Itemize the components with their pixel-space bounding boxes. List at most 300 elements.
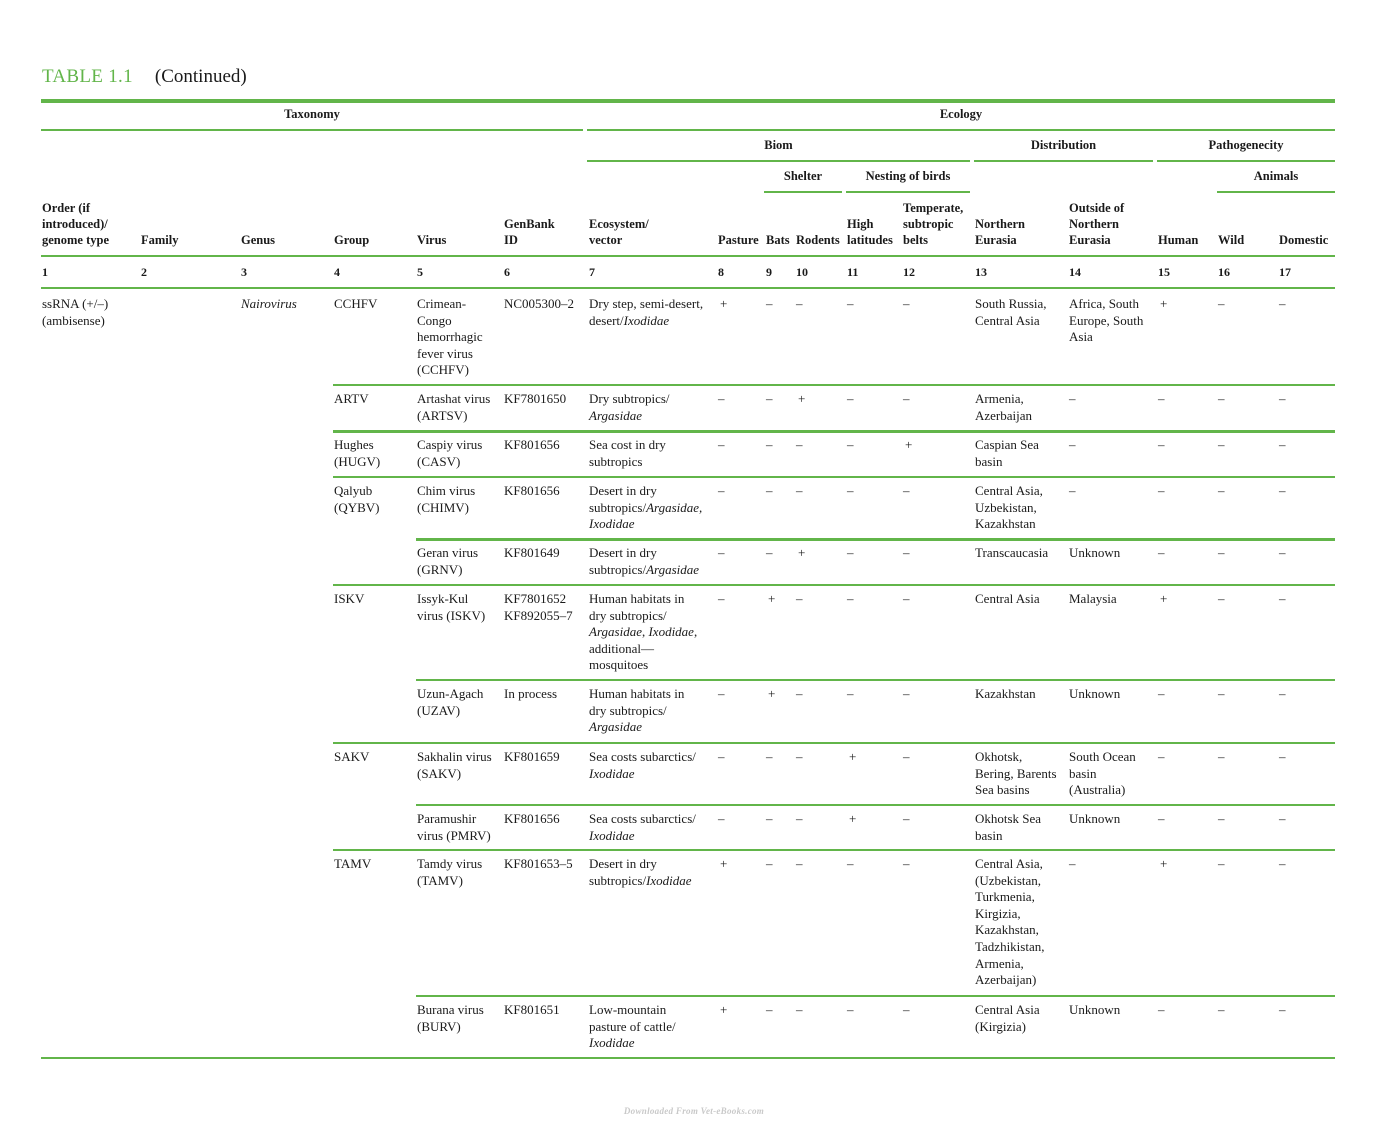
- cell-line: (UZAV): [417, 702, 461, 718]
- cell-line: [589, 828, 696, 845]
- temperate-mark: –: [903, 391, 910, 406]
- outside-northern-eurasia: [1069, 296, 1143, 346]
- pasture-mark: –: [718, 749, 725, 764]
- ecosystem-text: subtropics/: [589, 499, 647, 515]
- wild-mark: –: [1218, 686, 1225, 701]
- row-separator: [416, 538, 1335, 541]
- bats-mark: –: [766, 391, 773, 406]
- high-latitudes-mark: –: [847, 437, 854, 452]
- northern-eurasia: [975, 483, 1043, 533]
- temperate-mark: –: [903, 483, 910, 498]
- column-header: [718, 232, 759, 248]
- temperate-mark: –: [903, 1002, 910, 1017]
- column-number: 15: [1158, 265, 1170, 279]
- cell-line: [589, 641, 697, 658]
- header-bottom-rule: [41, 255, 1335, 257]
- wild-mark: –: [1218, 545, 1225, 560]
- domestic-mark: –: [1279, 1002, 1286, 1017]
- column-header: [1218, 232, 1244, 248]
- ecosystem-vector: [589, 545, 699, 578]
- cell-line: Sea basins: [975, 782, 1030, 798]
- taxonomy-rule: [41, 129, 583, 131]
- human-mark: –: [1158, 1002, 1165, 1017]
- vector-taxon: Ixodidae: [589, 827, 635, 843]
- cell-line: Eurasia: [1069, 233, 1111, 247]
- cell-line: KF801656: [504, 811, 560, 826]
- outside-northern-eurasia: [1069, 856, 1076, 873]
- column-number: 13: [975, 265, 987, 279]
- table-caption: [42, 66, 247, 88]
- cell-line: belts: [903, 233, 928, 247]
- vector-taxon: Argasidae,: [646, 499, 703, 515]
- row-separator: [416, 679, 1335, 681]
- watermark-footer: Downloaded From Vet-eBooks.com: [623, 1106, 765, 1116]
- ecosystem-text: Desert in dry: [589, 856, 657, 871]
- northern-eurasia: [975, 296, 1047, 329]
- wild-mark: –: [1218, 1002, 1225, 1017]
- cell-line: ID: [504, 233, 518, 247]
- column-number: 4: [334, 265, 340, 279]
- cell-line: Rodents: [796, 233, 840, 247]
- column-header: [847, 216, 893, 248]
- cell-line: Central Asia: [975, 312, 1040, 328]
- cell-line: In process: [504, 686, 558, 701]
- cell-line: ISKV: [334, 591, 365, 606]
- human-mark: +: [1160, 856, 1168, 871]
- vector-taxon: Argasidae: [589, 407, 642, 423]
- ecosystem-text: Human habitats in: [589, 591, 685, 606]
- group-name: [334, 437, 380, 470]
- cell-line: Qalyub: [334, 483, 373, 498]
- pasture-mark: +: [720, 1002, 728, 1017]
- high-latitudes-mark: –: [847, 483, 854, 498]
- vector-taxon: Ixodidae: [623, 312, 670, 328]
- cell-line: (CCHFV): [417, 362, 470, 378]
- cell-line: Northern: [975, 217, 1025, 231]
- domestic-mark: –: [1279, 296, 1286, 311]
- wild-mark: –: [1218, 483, 1225, 498]
- cell-line: KF801653–5: [504, 856, 573, 871]
- temperate-mark: –: [903, 856, 910, 871]
- cell-line: virus (PMRV): [417, 827, 491, 843]
- group-name: [334, 483, 380, 516]
- cell-line: Azerbaijan): [975, 972, 1037, 988]
- cell-line: Azerbaijan: [975, 407, 1033, 423]
- cell-line: [589, 624, 697, 641]
- rodents-mark: –: [796, 856, 803, 871]
- outside-northern-eurasia: [1069, 749, 1136, 799]
- cell-line: Hughes: [334, 437, 374, 452]
- high-latitudes-mark: –: [847, 296, 854, 311]
- ecosystem-text: subtropics: [589, 453, 643, 469]
- column-header: [42, 200, 109, 248]
- ecosystem-text: Low-mountain: [589, 1002, 667, 1017]
- northern-eurasia: [975, 1002, 1040, 1035]
- genus-name-text: Nairovirus: [241, 296, 297, 311]
- cell-line: Central Asia,: [975, 856, 1043, 871]
- ecosystem-text: Desert in dry: [589, 545, 657, 560]
- pasture-mark: +: [720, 296, 728, 311]
- vector-taxon: Argasidae: [589, 624, 642, 640]
- cell-line: (Kirgizia): [975, 1018, 1027, 1034]
- cell-line: [589, 719, 684, 736]
- cell-line: (SAKV): [417, 765, 462, 781]
- row-separator: [416, 804, 1335, 806]
- high-latitudes-mark: –: [847, 591, 854, 606]
- cell-line: virus (ISKV): [417, 607, 486, 623]
- pasture-mark: –: [718, 811, 725, 826]
- cell-line: [589, 591, 697, 608]
- outside-northern-eurasia: [1069, 811, 1120, 828]
- ecology-rule: [587, 129, 1335, 131]
- cell-line: [589, 296, 703, 313]
- vector-taxon: Argasidae: [589, 719, 642, 735]
- vector-taxon: Ixodidae: [589, 1035, 635, 1051]
- cell-line: Unknown: [1069, 545, 1121, 560]
- cell-line: Africa, South: [1069, 296, 1140, 311]
- cell-line: Bering, Barents: [975, 765, 1057, 781]
- cell-line: [589, 766, 696, 783]
- shelter-rule: [764, 191, 842, 193]
- high-latitudes-mark: –: [847, 686, 854, 701]
- cell-line: [589, 483, 702, 500]
- nesting-rule: [846, 191, 970, 193]
- wild-mark: –: [1218, 591, 1225, 606]
- human-mark: –: [1158, 686, 1165, 701]
- cell-line: Paramushir: [417, 811, 477, 826]
- column-header: [1158, 232, 1198, 248]
- biom-rule: [587, 160, 970, 162]
- cell-line: Kazakhstan,: [975, 922, 1039, 938]
- pasture-mark: +: [720, 856, 728, 871]
- vector-taxon: Argasidae: [646, 561, 700, 577]
- rodents-mark: –: [796, 749, 803, 764]
- temperate-mark: –: [903, 749, 910, 764]
- cell-line: Outside of: [1069, 201, 1125, 215]
- cell-line: Chim virus: [417, 483, 476, 498]
- column-header: [417, 232, 446, 248]
- column-header: [589, 216, 649, 248]
- cell-line: –: [1069, 391, 1076, 406]
- rodents-mark: –: [796, 591, 803, 606]
- cell-line: Ecosystem/: [589, 217, 649, 231]
- cell-line: Kazakhstan: [975, 516, 1036, 532]
- cell-line: Virus: [417, 233, 447, 247]
- column-header: [504, 216, 555, 248]
- genbank-id: [504, 545, 560, 562]
- domestic-mark: –: [1279, 811, 1286, 826]
- wild-mark: –: [1218, 437, 1225, 452]
- bats-mark: –: [766, 296, 773, 311]
- northern-eurasia: [975, 391, 1032, 424]
- cell-line: Unknown: [1069, 686, 1121, 701]
- column-number: 2: [141, 265, 147, 279]
- order-genome-type: [42, 296, 108, 329]
- virus-name: [417, 856, 482, 889]
- cell-line: Sakhalin virus: [417, 749, 492, 764]
- ecosystem-vector: [589, 811, 696, 844]
- cell-line: fever virus: [417, 345, 473, 361]
- wild-mark: –: [1218, 811, 1225, 826]
- group-name: [334, 296, 377, 313]
- ecosystem-text: Dry step, semi-desert,: [589, 296, 704, 311]
- cell-line: Issyk-Kul: [417, 591, 469, 606]
- ecosystem-text: Dry subtropics/: [589, 391, 670, 406]
- table-number: TABLE 1.1: [42, 66, 133, 87]
- biom-header: Biom: [764, 138, 793, 152]
- pathogenecity-header: Pathogenecity: [1208, 138, 1284, 152]
- cell-line: (QYBV): [334, 499, 380, 515]
- cell-line: basin: [1069, 765, 1097, 781]
- cell-line: [589, 454, 666, 471]
- domestic-mark: –: [1279, 391, 1286, 406]
- wild-mark: –: [1218, 856, 1225, 871]
- taxonomy-header: Taxonomy: [284, 107, 340, 121]
- domestic-mark: –: [1279, 749, 1286, 764]
- genbank-id: [504, 811, 560, 828]
- cell-line: Northern: [1069, 217, 1119, 231]
- group-name: [334, 391, 369, 408]
- animals-rule: [1217, 191, 1335, 193]
- wild-mark: –: [1218, 391, 1225, 406]
- virus-name: [417, 483, 475, 516]
- vector-taxon: Ixodidae: [646, 872, 692, 888]
- high-latitudes-mark: +: [849, 811, 857, 826]
- domestic-mark: –: [1279, 437, 1286, 452]
- cell-line: South Russia,: [975, 296, 1047, 311]
- northern-eurasia: [975, 545, 1048, 562]
- ecosystem-text: dry subtropics/: [589, 607, 667, 623]
- high-latitudes-mark: –: [847, 545, 854, 560]
- cell-line: [589, 856, 692, 873]
- cell-line: NC005300–2: [504, 296, 575, 311]
- cell-line: Central Asia,: [975, 483, 1043, 498]
- bats-mark: –: [766, 856, 773, 871]
- ecosystem-vector: [589, 1002, 676, 1052]
- row-separator: [333, 742, 1335, 744]
- table-top-rule: [41, 99, 1335, 103]
- outside-northern-eurasia: [1069, 483, 1076, 500]
- outside-northern-eurasia: [1069, 686, 1120, 703]
- cell-line: Order (if: [42, 201, 91, 215]
- cell-line: CCHFV: [334, 296, 378, 311]
- cell-line: KF801659: [504, 749, 560, 764]
- ecosystem-text: Sea costs subarctics/: [589, 749, 696, 764]
- pasture-mark: –: [718, 391, 725, 406]
- cell-line: KF892055–7: [504, 607, 573, 623]
- cell-line: KF801649: [504, 545, 560, 560]
- row-separator: [416, 995, 1335, 997]
- cell-line: Human: [1158, 233, 1199, 247]
- column-number: 10: [796, 265, 808, 279]
- column-number: 9: [766, 265, 772, 279]
- domestic-mark: –: [1279, 686, 1286, 701]
- cell-line: GenBank: [504, 217, 555, 231]
- cell-line: [589, 391, 670, 408]
- cell-line: Eurasia: [975, 233, 1017, 247]
- cell-line: KF801651: [504, 1002, 560, 1017]
- genbank-id: [504, 391, 566, 408]
- bats-mark: –: [766, 749, 773, 764]
- column-number: 8: [718, 265, 724, 279]
- outside-northern-eurasia: [1069, 591, 1117, 608]
- human-mark: –: [1158, 391, 1165, 406]
- virus-name: [417, 391, 490, 424]
- distribution-rule: [974, 160, 1153, 162]
- shelter-header: Shelter: [783, 169, 823, 183]
- temperate-mark: +: [905, 437, 913, 452]
- domestic-mark: –: [1279, 483, 1286, 498]
- cell-line: Domestic: [1279, 233, 1329, 247]
- column-number: 6: [504, 265, 510, 279]
- wild-mark: –: [1218, 296, 1225, 311]
- cell-line: Central Asia: [975, 1002, 1040, 1017]
- cell-line: Armenia,: [975, 391, 1024, 406]
- genbank-id: [504, 483, 560, 500]
- virus-name: [417, 811, 491, 844]
- human-mark: –: [1158, 545, 1165, 560]
- rodents-mark: –: [796, 686, 803, 701]
- bats-mark: –: [766, 545, 773, 560]
- cell-line: basin: [975, 453, 1003, 469]
- virus-name: [417, 545, 478, 578]
- ecosystem-vector: [589, 591, 697, 674]
- cell-line: [589, 516, 702, 533]
- table-bottom-rule: [41, 1057, 1335, 1059]
- genbank-id: [504, 856, 573, 873]
- ecosystem-text: Human habitats in: [589, 686, 685, 701]
- cell-line: –: [1069, 856, 1076, 871]
- cell-line: Tadzhikistan,: [975, 938, 1045, 954]
- cell-line: [589, 545, 699, 562]
- column-number: 3: [241, 265, 247, 279]
- human-mark: –: [1158, 749, 1165, 764]
- row-separator: [333, 384, 1335, 386]
- column-numbers-rule: [41, 287, 1335, 289]
- human-mark: –: [1158, 811, 1165, 826]
- virus-name: [417, 296, 483, 379]
- virus-name: [417, 686, 483, 719]
- column-number: 17: [1279, 265, 1291, 279]
- temperate-mark: –: [903, 296, 910, 311]
- column-number: 16: [1218, 265, 1230, 279]
- column-header: [141, 232, 179, 248]
- ecosystem-text: subtropics/: [589, 872, 647, 888]
- cell-line: [589, 657, 697, 674]
- domestic-mark: –: [1279, 856, 1286, 871]
- vector-taxon: Ixodidae: [648, 624, 694, 640]
- rodents-mark: –: [796, 296, 803, 311]
- rodents-mark: –: [796, 483, 803, 498]
- cell-line: [589, 873, 692, 890]
- cell-line: subtropic: [903, 217, 954, 231]
- cell-line: [589, 1002, 676, 1019]
- cell-line: Armenia,: [975, 955, 1024, 971]
- cell-line: KF801656: [504, 437, 560, 452]
- ecosystem-text: ,: [641, 624, 649, 640]
- cell-line: Caspian Sea: [975, 437, 1039, 452]
- cell-line: [589, 749, 696, 766]
- ecosystem-vector: [589, 391, 670, 424]
- temperate-mark: –: [903, 545, 910, 560]
- cell-line: –: [1069, 437, 1076, 452]
- cell-line: Congo: [417, 312, 452, 328]
- cell-line: Unknown: [1069, 811, 1121, 826]
- column-number: 1: [42, 265, 48, 279]
- cell-line: Uzbekistan,: [975, 499, 1037, 515]
- rodents-mark: –: [796, 811, 803, 826]
- cell-line: (Australia): [1069, 782, 1126, 798]
- ecosystem-vector: [589, 856, 692, 889]
- row-separator: [333, 849, 1335, 851]
- cell-line: Okhotsk Sea: [975, 811, 1042, 826]
- cell-line: Transcaucasia: [975, 545, 1049, 560]
- column-number: 14: [1069, 265, 1081, 279]
- cell-line: ssRNA (+/–): [42, 296, 109, 311]
- ecosystem-text: desert/: [589, 312, 624, 328]
- column-number: 12: [903, 265, 915, 279]
- column-number: 5: [417, 265, 423, 279]
- genbank-id: [504, 437, 560, 454]
- cell-line: (TAMV): [417, 872, 463, 888]
- cell-line: [589, 686, 684, 703]
- cell-line: (ARTSV): [417, 407, 468, 423]
- bats-mark: –: [766, 483, 773, 498]
- cell-line: Burana virus: [417, 1002, 484, 1017]
- northern-eurasia: [975, 437, 1039, 470]
- column-header: [334, 232, 369, 248]
- virus-name: [417, 1002, 484, 1035]
- northern-eurasia: [975, 591, 1040, 608]
- cell-line: (CASV): [417, 453, 461, 469]
- high-latitudes-mark: –: [847, 856, 854, 871]
- cell-line: [589, 562, 699, 579]
- cell-line: Okhotsk,: [975, 749, 1023, 764]
- high-latitudes-mark: –: [847, 1002, 854, 1017]
- cell-line: Central Asia: [975, 591, 1040, 606]
- temperate-mark: –: [903, 811, 910, 826]
- cell-line: SAKV: [334, 749, 370, 764]
- pasture-mark: –: [718, 545, 725, 560]
- pasture-mark: –: [718, 483, 725, 498]
- column-header: [975, 216, 1025, 248]
- cell-line: South Ocean: [1069, 749, 1136, 764]
- cell-line: (GRNV): [417, 561, 463, 577]
- ecosystem-text: pasture of cattle/: [589, 1018, 676, 1034]
- bats-mark: +: [768, 591, 776, 606]
- cell-line: Geran virus: [417, 545, 479, 560]
- cell-line: latitudes: [847, 233, 893, 247]
- outside-northern-eurasia: [1069, 545, 1120, 562]
- cell-line: Group: [334, 233, 370, 247]
- row-separator: [333, 584, 1335, 586]
- cell-line: Turkmenia,: [975, 889, 1035, 905]
- ecosystem-text: Sea cost in dry: [589, 437, 666, 452]
- cell-line: [589, 1035, 676, 1052]
- high-latitudes-mark: –: [847, 391, 854, 406]
- northern-eurasia: [975, 856, 1045, 989]
- ecosystem-vector: [589, 437, 666, 470]
- column-header: [1279, 232, 1328, 248]
- cell-line: (HUGV): [334, 453, 381, 469]
- domestic-mark: –: [1279, 545, 1286, 560]
- cell-line: Pasture: [718, 233, 759, 247]
- cell-line: Unknown: [1069, 1002, 1121, 1017]
- group-name: [334, 749, 369, 766]
- ecosystem-vector: [589, 686, 684, 736]
- cell-line: Genus: [241, 233, 276, 247]
- rodents-mark: –: [796, 437, 803, 452]
